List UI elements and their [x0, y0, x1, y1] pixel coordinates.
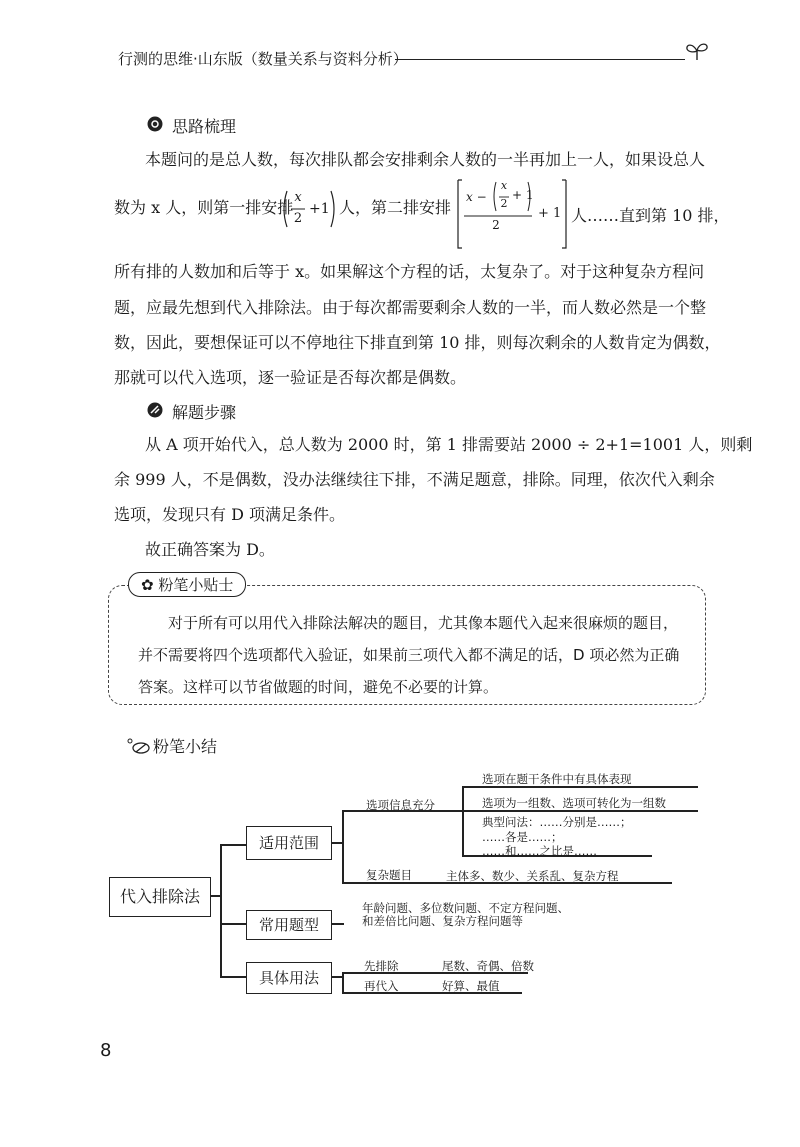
sprout-small-icon: ✿: [141, 576, 154, 594]
frac2-inner-den: 2: [500, 197, 508, 210]
analysis-line-2b: 人，第二排安排: [339, 198, 452, 217]
info-item-3a: 典型问法：……分别是……；: [482, 815, 632, 829]
connector: [332, 842, 342, 844]
summary-title: 粉笔小结: [153, 737, 218, 756]
running-header: 行测的思维·山东版（数量关系与资料分析）: [118, 50, 408, 68]
connector: [342, 972, 344, 992]
info-item-1: 选项在题干条件中有具体表现: [482, 772, 632, 786]
analysis-line-4: 题，应最先想到代入排除法。由于每次都需要剩余人数的一半，而人数必然是一个整: [114, 298, 707, 317]
analysis-line-2c: 人……直到第 10 排，: [571, 206, 730, 225]
question-types-line-1: 年龄问题、多位数问题、不定方程问题、: [362, 901, 569, 915]
connector: [220, 844, 246, 846]
branch-question-types: 常用题型: [246, 910, 332, 940]
steps-line-2: 余 999 人，不是偶数，没办法继续往下排，不满足题意，排除。同理，依次代入剩余: [114, 470, 715, 489]
steps-bullet-icon: [147, 402, 163, 418]
analysis-line-3: 所有排的人数加和后等于 x。如果解这个方程的话，太复杂了。对于这种复杂方程问: [114, 262, 705, 281]
analysis-line-2a: 数为 x 人，则第一排安排: [114, 198, 294, 217]
connector: [332, 923, 344, 925]
branch-usage: 具体用法: [246, 962, 332, 994]
info-item-3b: ……各是……；: [482, 830, 563, 844]
section-title-steps: 解题步骤: [172, 403, 237, 422]
connector: [220, 923, 246, 925]
usage-first-exclude: 先排除: [364, 959, 399, 973]
tip-line-2: 并不需要将四个选项都代入验证，如果前三项代入都不满足的话，D 项必然为正确: [138, 646, 680, 664]
scope-info-sufficient: 选项信息充分: [366, 798, 435, 812]
frac1-plus: +1: [309, 201, 330, 217]
connector: [220, 844, 222, 976]
sprout-icon: [684, 40, 710, 62]
tip-label: [128, 572, 246, 597]
analysis-line-5: 数，因此，要想保证可以不停地往下排直到第 10 排，则每次剩余的人数肯定为偶数，: [114, 333, 721, 352]
tip-line-1: 对于所有可以用代入排除法解决的题目，尤其像本题代入起来很麻烦的题目，: [168, 614, 679, 632]
frac2-plus: + 1: [538, 206, 562, 221]
usage-first-exclude-detail: 尾数、奇偶、倍数: [442, 959, 534, 973]
header-rule: [395, 59, 685, 60]
scope-complex-detail: 主体多、数少、关系乱、复杂方程: [446, 869, 619, 883]
connector: [332, 976, 342, 978]
branch-scope: 适用范围: [246, 826, 332, 860]
steps-line-1: 从 A 项开始代入，总人数为 2000 时，第 1 排需要站 2000 ÷ 2+1=1001 人，则剩: [145, 435, 753, 454]
steps-line-4: 故正确答案为 D。: [145, 540, 275, 559]
frac1-numerator: x: [294, 190, 302, 205]
section-title-analysis: 思路梳理: [172, 117, 237, 136]
tip-line-3: 答案。这样可以节省做题的时间，避免不必要的计算。: [138, 678, 499, 696]
steps-line-3: 选项，发现只有 D 项满足条件。: [114, 505, 346, 524]
connector: [462, 786, 464, 856]
frac2-inner-num: x: [500, 179, 508, 192]
analysis-line-1: 本题问的是总人数，每次排队都会安排剩余人数的一半再加上一人，如果设总人: [145, 150, 706, 169]
frac2-x: x −: [466, 190, 487, 204]
frac1-denominator: 2: [293, 211, 303, 226]
gear-bullet-icon: [147, 116, 163, 132]
connector: [342, 810, 344, 882]
connector: [220, 976, 246, 978]
info-item-3c: ……和……之比是……: [482, 844, 597, 858]
info-item-2: 选项为一组数、选项可转化为一组数: [482, 796, 666, 810]
pen-icon: [126, 737, 150, 755]
frac2-inner-plus: + 1: [512, 188, 534, 202]
tip-label-text: 粉笔小贴士: [158, 576, 234, 594]
analysis-line-6: 那就可以代入选项，逐一验证是否每次都是偶数。: [114, 368, 467, 387]
question-types-line-2: 和差倍比问题、复杂方程问题等: [362, 914, 523, 928]
usage-then-substitute-detail: 好算、最值: [442, 979, 500, 993]
scope-complex: 复杂题目: [366, 868, 412, 882]
root-node: 代入排除法: [109, 877, 211, 917]
page-number: 8: [100, 1040, 112, 1061]
frac2-den: 2: [492, 218, 500, 232]
usage-then-substitute: 再代入: [364, 979, 399, 993]
